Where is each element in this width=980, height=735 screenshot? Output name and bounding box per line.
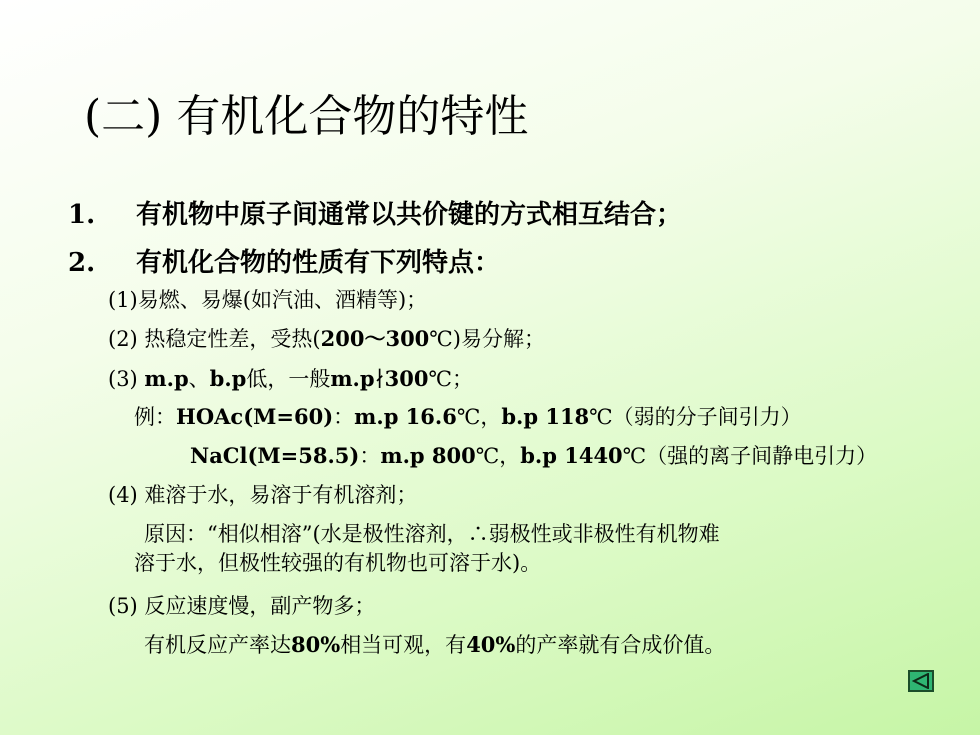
feature-2-c: ℃)易分解；: [429, 327, 545, 351]
example-hoac-colon: ：: [333, 405, 355, 429]
example-nacl-formula: NaCl(M=58.5): [190, 443, 360, 468]
example-nacl-unit1: ℃，: [475, 444, 521, 468]
example-nacl-colon: ：: [359, 444, 381, 468]
example-hoac: [134, 401, 802, 431]
yield-c: 相当可观，有: [340, 633, 467, 657]
feature-3-sep: 、: [188, 367, 210, 391]
feature-4: (4) 难溶于水，易溶于有机溶剂；: [108, 483, 418, 507]
example-hoac-bp: b.p 118: [501, 404, 590, 429]
feature-3-value: 300: [384, 366, 429, 391]
back-button[interactable]: [908, 670, 934, 692]
example-hoac-formula: HOAc(M=60): [176, 404, 334, 429]
feature-3-mp: m.p: [144, 366, 189, 391]
example-hoac-unit1: ℃，: [456, 405, 502, 429]
feature-2-temp: 200～300: [320, 326, 430, 351]
feature-2-a: (2) 热稳定性差，受热(: [108, 327, 321, 351]
feature-3-a: (3): [108, 367, 145, 391]
yield-a: 有机反应产率达: [144, 633, 291, 657]
reason-line-2: 溶于水，但极性较强的有机物也可溶于水)。: [134, 551, 542, 575]
example-nacl: [190, 440, 877, 470]
point-1-text: 有机物中原子间通常以共价键的方式相互结合；: [136, 200, 683, 230]
point-1: [68, 194, 682, 231]
feature-3-bp: b.p: [209, 366, 247, 391]
point-2: [68, 242, 500, 279]
feature-3-unit: ℃；: [428, 367, 473, 391]
slide-title: (二) 有机化合物的特性: [84, 91, 529, 142]
feature-3-low: 低，一般: [246, 367, 331, 391]
yield-e: 的产率就有合成价值。: [515, 633, 726, 657]
feature-5: (5) 反应速度慢，副产物多；: [108, 594, 376, 618]
example-nacl-mp: m.p 800: [380, 443, 476, 468]
feature-1: (1)易燃、易爆(如汽油、酒精等)；: [108, 288, 428, 312]
feature-3-mp2: m.p: [330, 366, 375, 391]
yield-80: 80%: [291, 632, 341, 657]
point-2-text: 有机化合物的性质有下列特点：: [136, 248, 501, 278]
example-hoac-mp: m.p 16.6: [354, 404, 457, 429]
example-nacl-bp: b.p 1440: [520, 443, 623, 468]
feature-2: [108, 323, 545, 353]
point-2-number: 2.: [68, 248, 96, 278]
yield-note: [144, 629, 725, 659]
feature-3-symbol: ∤: [374, 367, 385, 391]
feature-3: [108, 363, 473, 393]
example-hoac-note: ℃（弱的分子间引力）: [589, 405, 802, 429]
example-nacl-note: ℃（强的离子间静电引力）: [622, 444, 878, 468]
yield-40: 40%: [466, 632, 516, 657]
back-arrow-icon: [912, 673, 930, 689]
reason-line-1: 原因：“相似相溶”(水是极性溶剂，∴弱极性或非极性有机物难: [144, 522, 720, 546]
point-1-number: 1.: [68, 200, 96, 230]
example-label: 例：: [134, 405, 176, 429]
